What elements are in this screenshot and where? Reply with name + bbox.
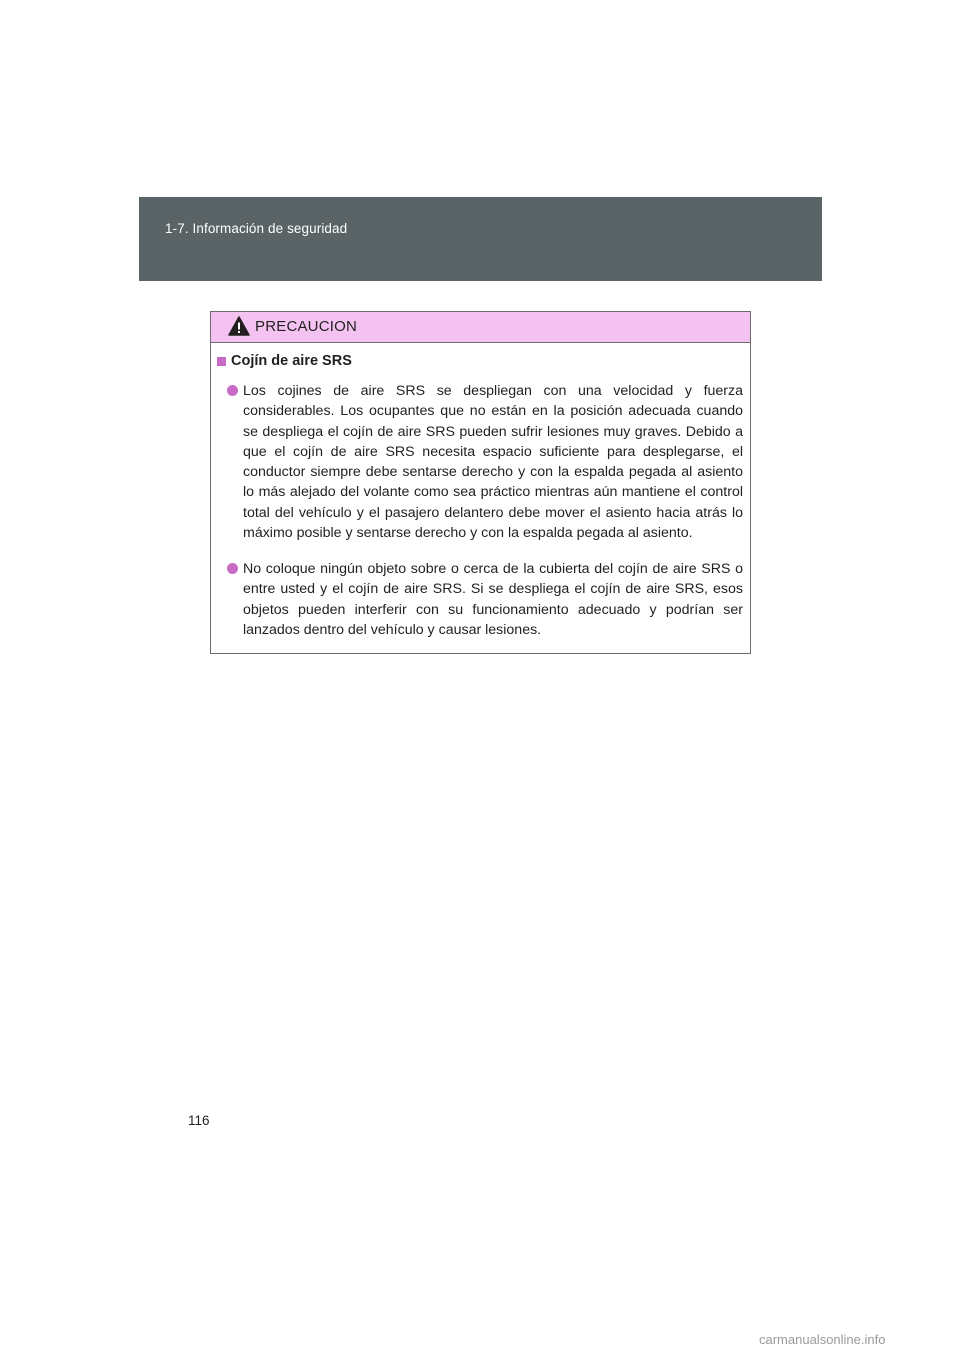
watermark: carmanualsonline.info	[759, 1332, 886, 1347]
section-header-band	[139, 197, 822, 281]
round-bullet-icon	[227, 563, 238, 574]
caution-item-text: Los cojines de aire SRS se despliegan con una velocidad y fuerza considerables. Los ocupantes que no están en la posición adecuada cuando se despliega el cojín de aire SRS pueden sufrir lesiones muy graves. Debido a que el cojín de aire SRS necesita espacio suficiente para desplegarse, el conductor siempre debe sentarse derecho y con la espalda pegada al asiento lo más alejado del volante como sea práctico mientras aún mantiene el control total del vehículo y el pasajero delantero debe mover el asiento hacia atrás lo máximo posible y sentarse derecho y con la espalda pegada al asiento.	[243, 383, 743, 542]
caution-item-text: No coloque ningún objeto sobre o cerca de la cubierta del cojín de aire SRS o entre usted y el cojín de aire SRS. Si se despliega el cojín de aire SRS, esos objetos pueden interferir con su funcionamiento adecuado y podrían ser lanzados dentro del vehículo y causar lesiones.	[243, 561, 743, 638]
square-bullet-icon	[217, 357, 226, 366]
caution-title: PRECAUCION	[255, 318, 358, 335]
section-title: 1-7. Información de seguridad	[165, 221, 348, 236]
caution-item	[227, 381, 743, 543]
caution-box	[210, 311, 751, 654]
caution-header	[211, 312, 750, 343]
caution-subheading	[217, 353, 352, 369]
subheading-text: Cojín de aire SRS	[231, 353, 352, 369]
page-number: 116	[188, 1113, 210, 1128]
round-bullet-icon	[227, 385, 238, 396]
caution-item	[227, 559, 743, 640]
warning-triangle-icon	[228, 316, 250, 336]
